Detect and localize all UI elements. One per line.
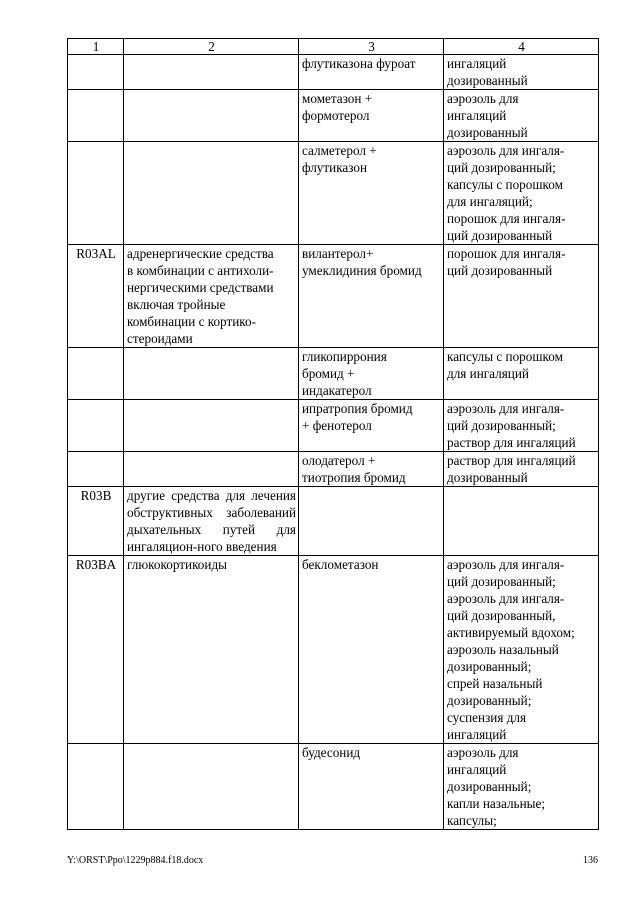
column-header-3: 3 [299,39,444,55]
atc-code-cell [68,400,124,452]
group-cell: другие средства для лечения обструктивных заболеваний дыхательных путей для ингаляцион-ного введения [124,487,299,556]
drug-cell: гликопиррония бромид + индакатерол [299,348,444,400]
form-cell: аэрозоль для ингаля- ций дозированный; раствор для ингаляций [444,400,599,452]
table-row [68,452,599,487]
drug-cell: беклометазон [299,556,444,744]
table-row [68,744,599,830]
atc-code-cell: R03BA [68,556,124,744]
header-row [68,39,599,55]
atc-code-cell [68,452,124,487]
group-cell: адренергические средства в комбинации с антихоли- нергическими средствами включая тройные комбинации с кортико- стероидами [124,245,299,348]
form-cell: ингаляций дозированный [444,55,599,90]
group-cell [124,452,299,487]
form-cell: аэрозоль для ингаля- ций дозированный; капсулы с порошком для ингаляций; порошок для ингаля- ций дозированный [444,142,599,245]
table-row [68,245,599,348]
group-cell [124,400,299,452]
drug-table [67,38,599,830]
drug-cell: салметерол + флутиказон [299,142,444,245]
form-cell: аэрозоль для ингаляций дозированный; капли назальные; капсулы; [444,744,599,830]
table-row [68,142,599,245]
table-row [68,348,599,400]
atc-code-cell: R03B [68,487,124,556]
table-row [68,487,599,556]
atc-code-cell [68,348,124,400]
group-cell [124,744,299,830]
column-header-4: 4 [444,39,599,55]
drug-cell: вилантерол+ умеклидиния бромид [299,245,444,348]
group-cell [124,55,299,90]
table-row [68,55,599,90]
atc-code-cell [68,142,124,245]
drug-cell: флутиказона фуроат [299,55,444,90]
atc-code-cell [68,744,124,830]
atc-code-cell [68,90,124,142]
form-cell: аэрозоль для ингаляций дозированный [444,90,599,142]
drug-cell [299,487,444,556]
group-cell [124,142,299,245]
group-cell: глюкокортикоиды [124,556,299,744]
column-header-2: 2 [124,39,299,55]
group-cell [124,90,299,142]
atc-code-cell: R03AL [68,245,124,348]
footer-file-path: Y:\ORST\Ppo\1229p884.f18.docx [67,855,204,866]
form-cell [444,487,599,556]
atc-code-cell [68,55,124,90]
group-cell [124,348,299,400]
drug-cell: мометазон + формотерол [299,90,444,142]
form-cell: раствор для ингаляций дозированный [444,452,599,487]
drug-cell: олодатерол + тиотропия бромид [299,452,444,487]
table-row [68,400,599,452]
table-row [68,90,599,142]
drug-cell: будесонид [299,744,444,830]
form-cell: порошок для ингаля- ций дозированный [444,245,599,348]
form-cell: капсулы с порошком для ингаляций [444,348,599,400]
form-cell: аэрозоль для ингаля- ций дозированный; аэрозоль для ингаля- ций дозированный, активируемый вдохом; аэрозоль назальный дозированный; спрей назальный дозированный; суспензия для ингаляций [444,556,599,744]
footer-page-number: 136 [583,855,598,866]
drug-cell: ипратропия бромид + фенотерол [299,400,444,452]
column-header-1: 1 [68,39,124,55]
table-row [68,556,599,744]
